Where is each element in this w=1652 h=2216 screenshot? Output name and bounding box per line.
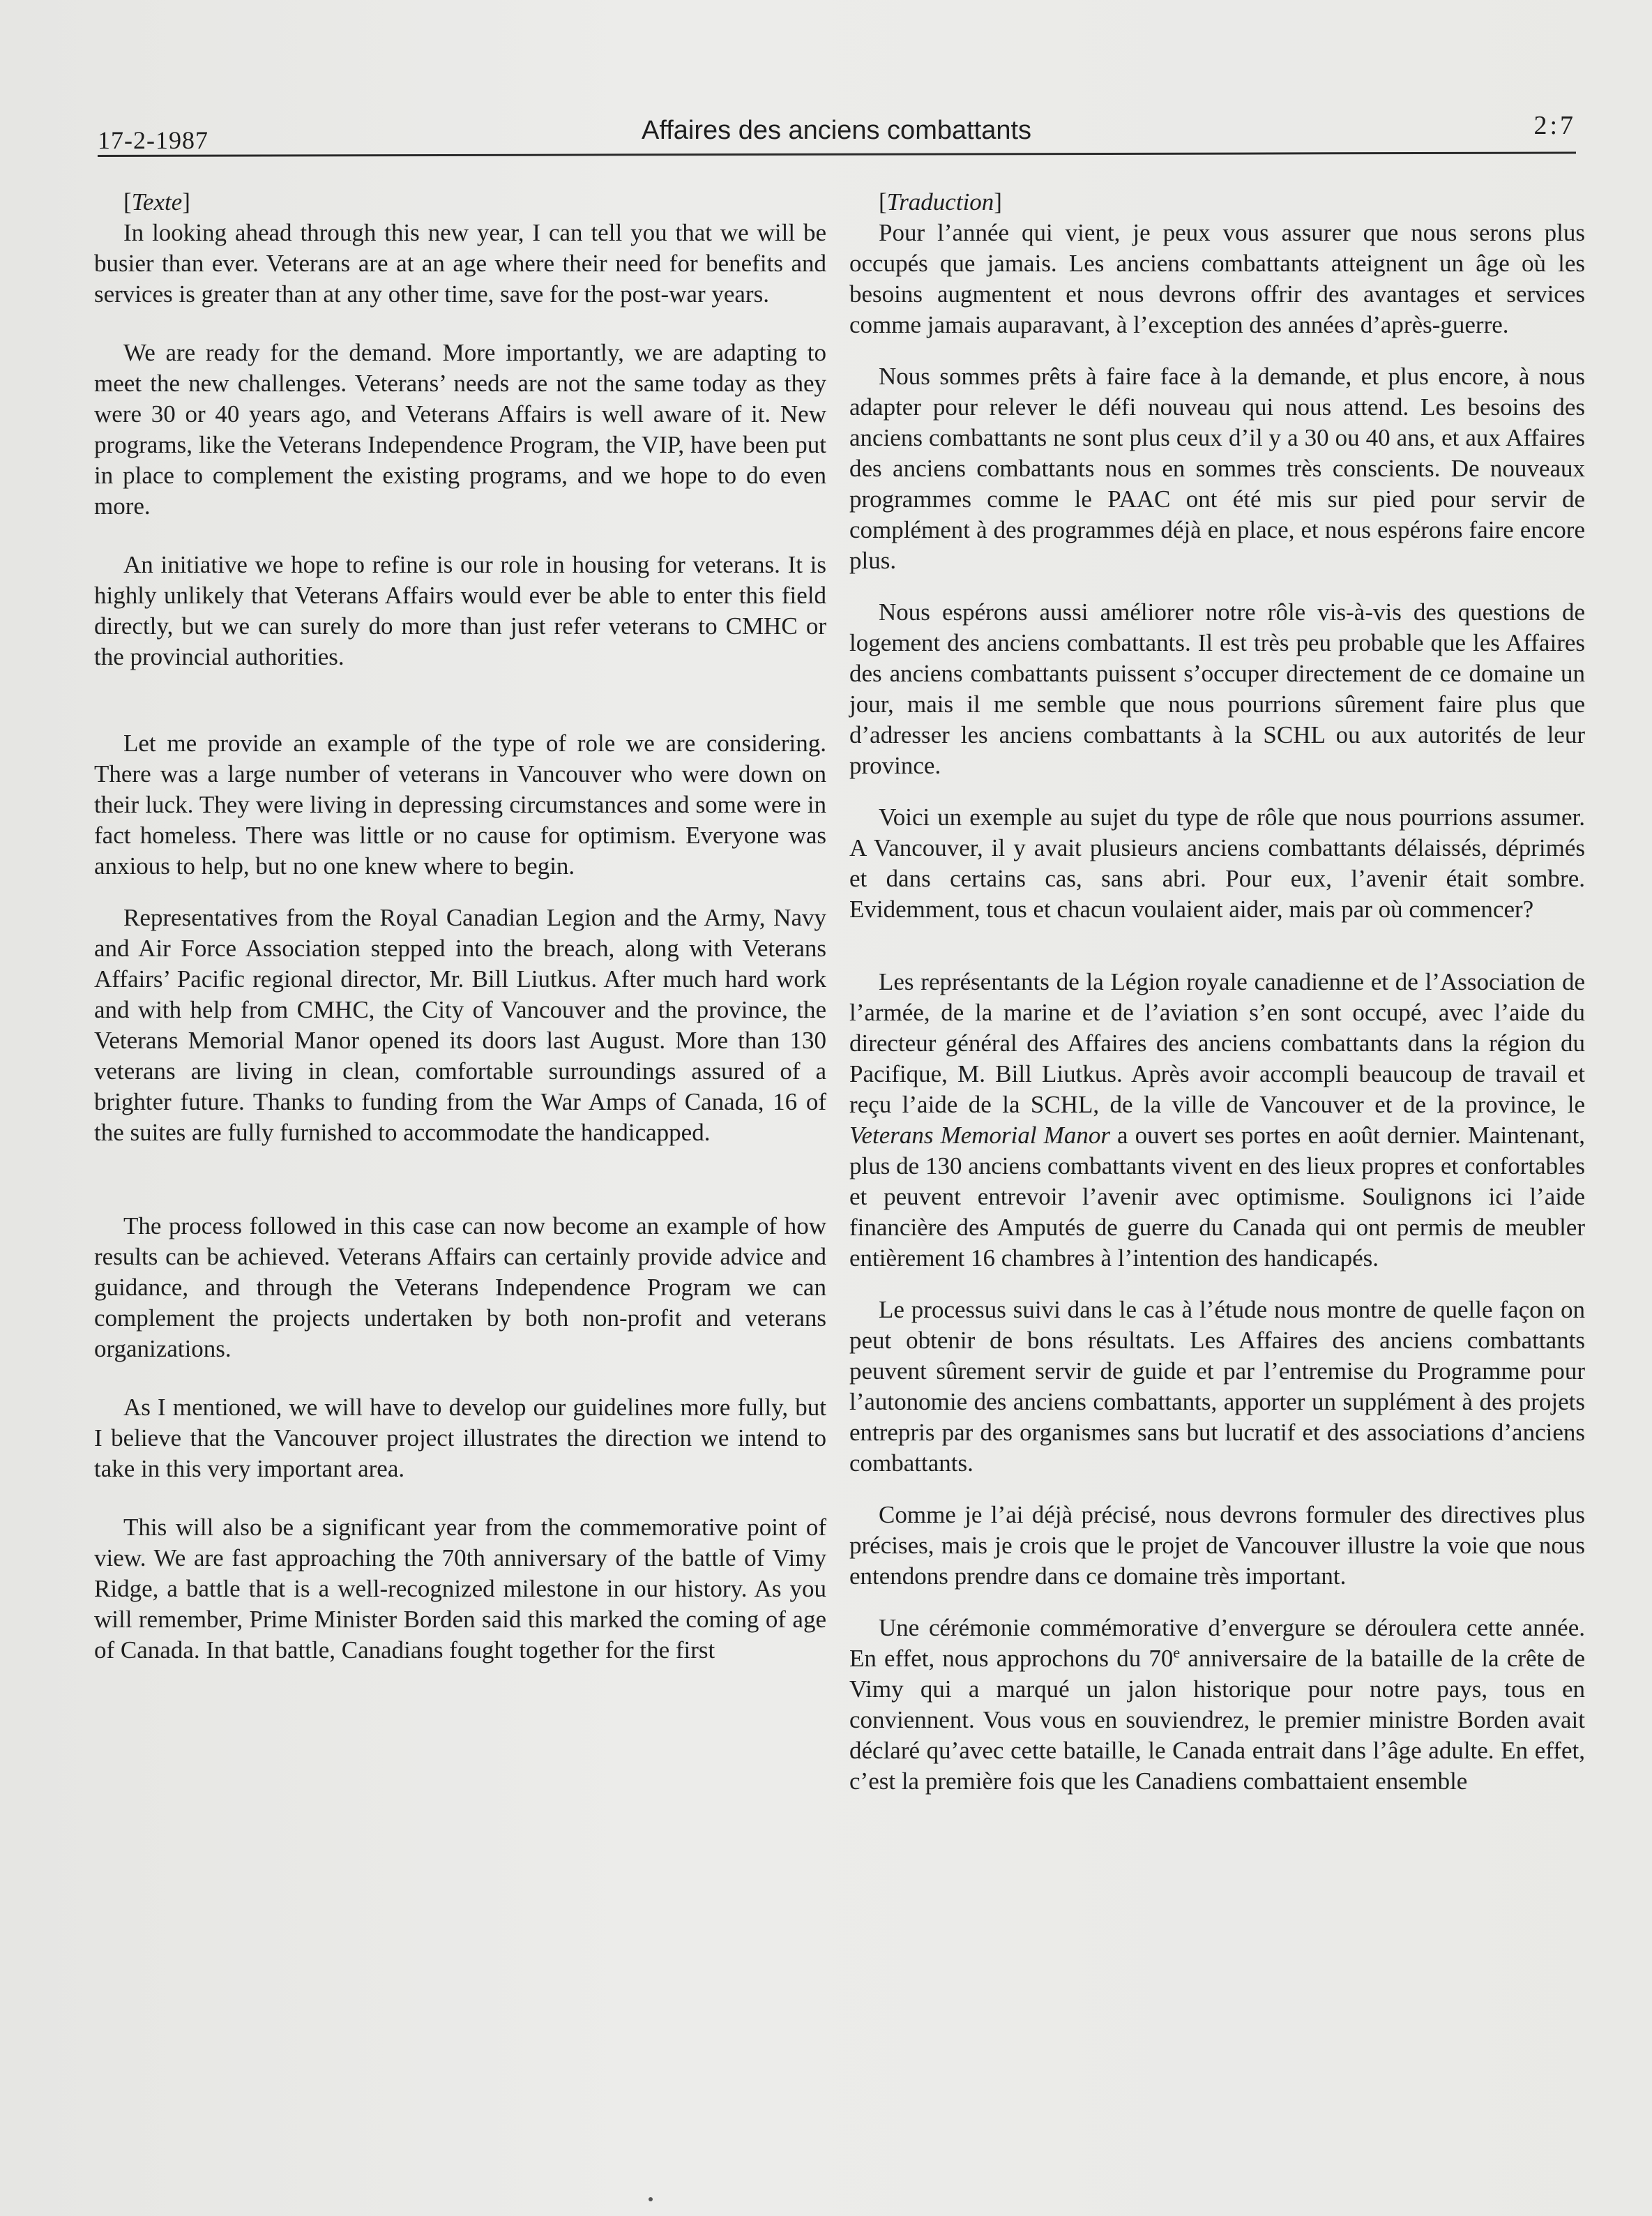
paragraph: Pour l’année qui vient, je peux vous assurer que nous serons plus occupés que jamais. Les anciens combattants atteignent un âge où les besoins augmentent et nous devrons offrir des avantages et services comme jamais auparavant, à l’exception des années d’après-guerre.: [849, 219, 1585, 338]
paragraph: Les représentants de la Légion royale canadienne et de l’Association de l’armée, de la marine et de l’aviation s’en sont occupé, avec l’aide du directeur général des Affaires des anciens combattants dans la région du Pacifique, M. Bill Liutkus. Après avoir accompli beaucoup de travail et reçu l’aide de la SCHL, de la ville de Vancouver et de la province, le Veterans Memorial Manor a ouvert ses portes en août dernier. Maintenant, plus de 130 anciens combattants vivent en des lieux propres et confortables et peuvent entrevoir l’avenir avec optimisme. Soulignons ici l’aide financière des Amputés de guerre du Canada qui ont permis de meubler entièrement 16 chambres à l’intention des handicapés.: [849, 968, 1585, 1272]
paragraph: We are ready for the demand. More importantly, we are adapting to meet the new challenges. Veterans’ needs are not the same today as they were 30 or 40 years ago, and Veterans Affairs is well aware of it. New programs, like the Veterans Independence Program, the VIP, have been put in place to complement the existing programs, and we hope to do even more.: [94, 339, 826, 520]
english-column: [94, 187, 826, 1687]
column-label-traduction: [Traduction]: [879, 188, 1002, 216]
paragraph: Comme je l’ai déjà précisé, nous devrons formuler des directives plus précises, mais je crois que le projet de Vancouver illustre la voie que nous entendons prendre dans ce domaine très important.: [849, 1501, 1585, 1590]
paragraph: Representatives from the Royal Canadian Legion and the Army, Navy and Air Force Association stepped into the breach, along with Veterans Affairs’ Pacific regional director, Mr. Bill Liutkus. After much hard work and with help from CMHC, the City of Vancouver and the province, the Veterans Memorial Manor opened its doors last August. More than 130 veterans are living in clean, comfortable surroundings assured of a brighter future. Thanks to funding from the War Amps of Canada, 16 of the suites are fully furnished to accommodate the handicapped.: [94, 904, 826, 1146]
manor-name: Veterans Memorial Manor: [849, 1122, 1110, 1149]
paragraph: An initiative we hope to refine is our role in housing for veterans. It is highly unlikely that Veterans Affairs would ever be able to enter this field directly, but we can surely do more than just refer veterans to CMHC or the provincial authorities.: [94, 551, 826, 670]
french-column: [849, 187, 1585, 1818]
paragraph: Une cérémonie commémorative d’envergure se déroulera cette année. En effet, nous approchons du 70e anniversaire de la bataille de la crête de Vimy qui a marqué un jalon historique pour notre pays, tous en conviennent. Vous vous en souviendrez, le premier ministre Borden avait déclaré qu’avec cette bataille, le Canada entrait dans l’âge adulte. En effet, c’est la première fois que les Canadiens combattaient ensemble: [849, 1614, 1585, 1795]
paragraph: Let me provide an example of the type of role we are considering. There was a large number of veterans in Vancouver who were down on their luck. They were living in depressing circumstances and some were in fact homeless. There was little or no cause for optimism. Everyone was anxious to help, but no one knew where to begin.: [94, 730, 826, 880]
paragraph: Le processus suivi dans le cas à l’étude nous montre de quelle façon on peut obtenir de bons résultats. Les Affaires des anciens combattants peuvent sûrement servir de guide et par l’entremise du Programme pour l’autonomie des anciens combattants, apporter un supplément à des projets entrepris par des organismes sans but lucratif et des associations d’anciens combattants.: [849, 1296, 1585, 1477]
header-page-number: 2:7: [1533, 111, 1576, 140]
paragraph: As I mentioned, we will have to develop our guidelines more fully, but I believe that the Vancouver project illustrates the direction we intend to take in this very important area.: [94, 1394, 826, 1482]
paragraph: This will also be a significant year from the commemorative point of view. We are fast approaching the 70th anniversary of the battle of Vimy Ridge, a battle that is a well-recognized milestone in our history. As you will remember, Prime Minister Borden said this marked the coming of age of Canada. In that battle, Canadians fought together for the first: [94, 1514, 826, 1664]
column-label-texte: [Texte]: [123, 188, 190, 216]
paragraph: In looking ahead through this new year, I can tell you that we will be busier than ever. Veterans are at an age where their need for benefits and services is greater than at any other time, save for the post-war years.: [94, 219, 826, 308]
paragraph: Voici un exemple au sujet du type de rôle que nous pourrions assumer. A Vancouver, il y avait plusieurs anciens combattants délaissés, déprimés et dans certains cas, sans abri. Pour eux, l’avenir était sombre. Evidemment, tous et chacun voulaient aider, mais par où commencer?: [849, 804, 1585, 923]
paragraph: The process followed in this case can now become an example of how results can be achieved. Veterans Affairs can certainly provide advice and guidance, and through the Veterans Independence Program we can complement the projects undertaken by both non-profit and veterans organizations.: [94, 1212, 826, 1362]
paper-mark: [649, 2197, 653, 2201]
paragraph: Nous espérons aussi améliorer notre rôle vis-à-vis des questions de logement des anciens combattants. Il est très peu probable que les Affaires des anciens combattants puissent s’occuper directement de ce domaine un jour, mais il me semble que nous pourrions sûrement faire plus que d’adresser les anciens combattants à la SCHL ou aux autorités de leur province.: [849, 598, 1585, 779]
header-date: 17-2-1987: [98, 126, 209, 154]
paragraph: Nous sommes prêts à faire face à la demande, et plus encore, à nous adapter pour relever le défi nouveau qui nous attend. Les besoins des anciens combattants ne sont plus ceux d’il y a 30 ou 40 ans, et aux Affaires des anciens combattants nous en sommes très conscients. De nouveaux programmes comme le PAAC ont été mis sur pied pour servir de complément à des programmes déjà en place, et nous espérons faire encore plus.: [849, 363, 1585, 574]
header-title: Affaires des anciens combattants: [642, 116, 1032, 145]
